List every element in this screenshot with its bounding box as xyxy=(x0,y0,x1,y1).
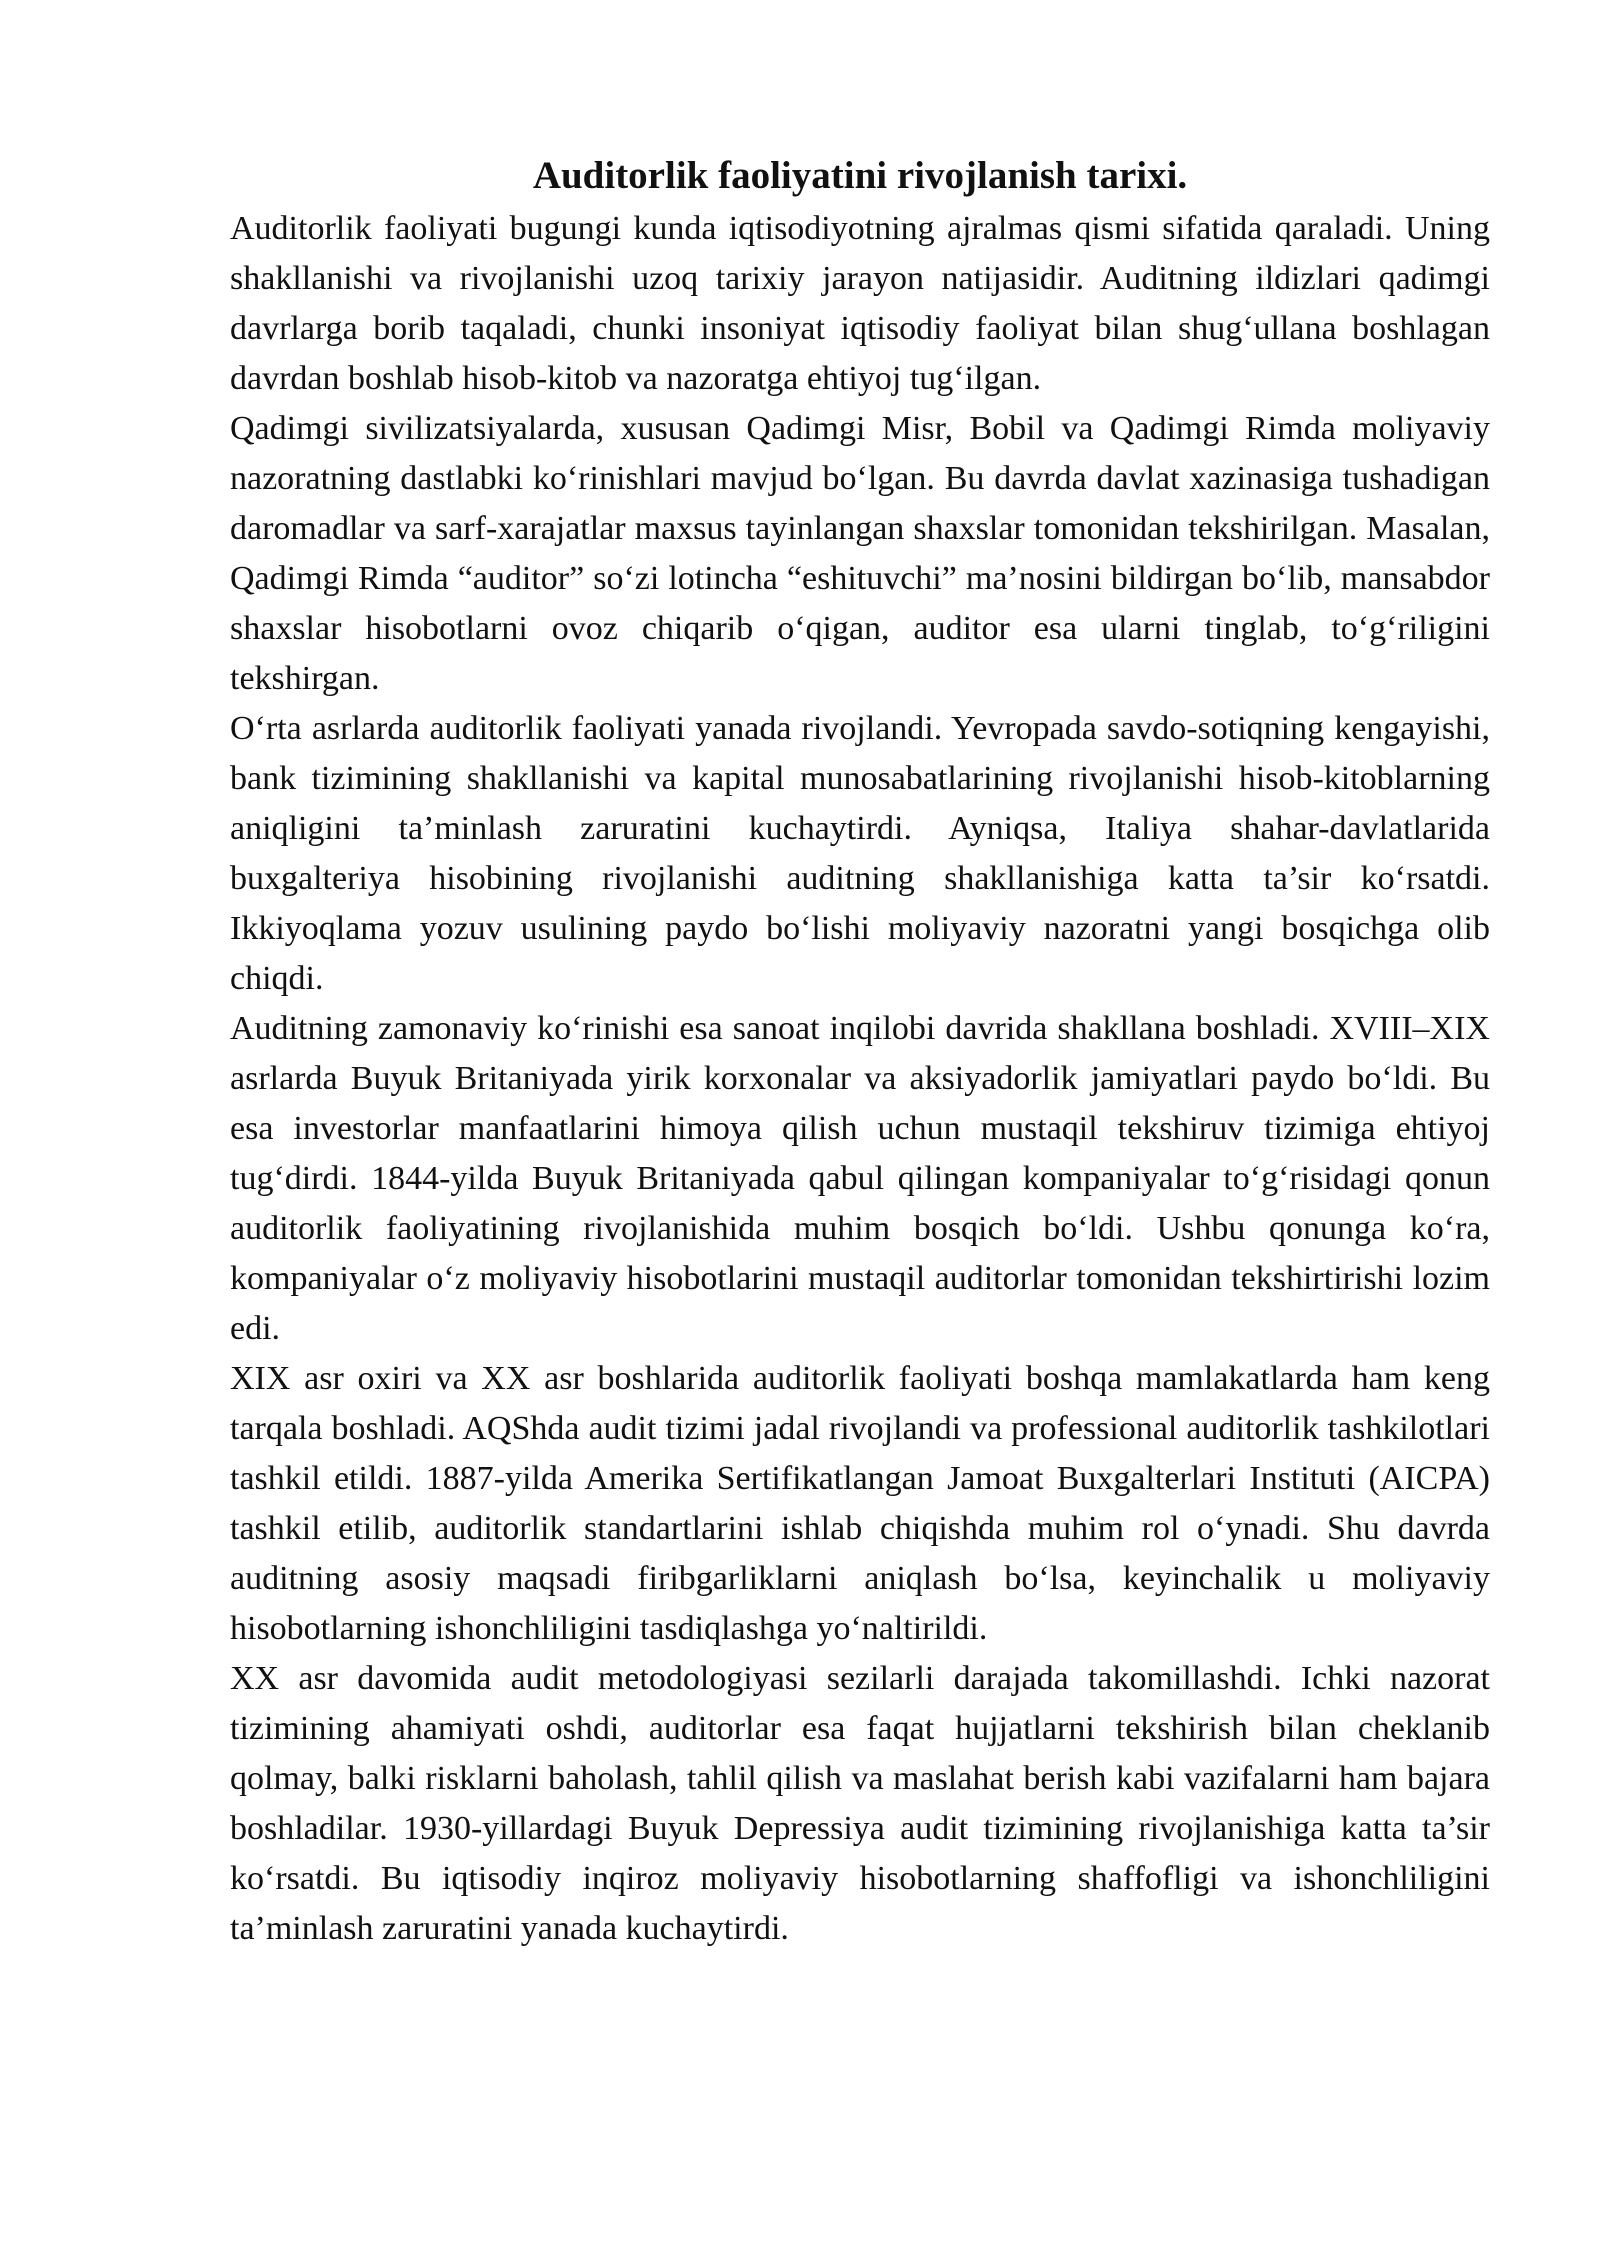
paragraph-2: Qadimgi sivilizatsiyalarda, xususan Qadimgi Misr, Bobil va Qadimgi Rimda moliyaviy nazoratning dastlabki ko‘rinishlari mavjud bo‘lgan. Bu davrda davlat xazinasiga tushadigan daromadlar va sarf-xarajatlar maxsus tayinlangan shaxslar tomonidan tekshirilgan. Masalan, Qadimgi Rimda “auditor” so‘zi lotincha “eshituvchi” ma’nosini bildirgan bo‘lib, mansabdor shaxslar hisobotlarni ovoz chiqarib o‘qigan, auditor esa ularni tinglab, to‘g‘riligini tekshirgan. xyxy=(230,410,1490,697)
paragraph-6: XX asr davomida audit metodologiyasi sezilarli darajada takomillashdi. Ichki nazorat tizimining ahamiyati oshdi, auditorlar esa faqat hujjatlarni tekshirish bilan cheklanib qolmay, balki risklarni baholash, tahlil qilish va maslahat berish kabi vazifalarni ham bajara boshladilar. 1930-yillardagi Buyuk Depressiya audit tizimining rivojlanishiga katta ta’sir ko‘rsatdi. Bu iqtisodiy inqiroz moliyaviy hisobotlarning shaffofligi va ishonchliligini ta’minlash zaruratini yanada kuchaytirdi. xyxy=(230,1660,1490,1947)
paragraph-3: O‘rta asrlarda auditorlik faoliyati yanada rivojlandi. Yevropada savdo-sotiqning kengayishi, bank tizimining shakllanishi va kapital munosabatlarining rivojlanishi hisob-kitoblarning aniqligini ta’minlash zaruratini kuchaytirdi. Ayniqsa, Italiya shahar-davlatlarida buxgalteriya hisobining rivojlanishi auditning shakllanishiga katta ta’sir ko‘rsatdi. Ikkiyoqlama yozuv usulining paydo bo‘lishi moliyaviy nazoratni yangi bosqichga olib chiqdi. xyxy=(230,710,1490,997)
document-title: Auditorlik faoliyatini rivojlanish tarixi. xyxy=(532,154,1188,197)
document-page xyxy=(230,148,1490,1954)
paragraph-1: Auditorlik faoliyati bugungi kunda iqtisodiyotning ajralmas qismi sifatida qaraladi. Uning shakllanishi va rivojlanishi uzoq tarixiy jarayon natijasidir. Auditning ildizlari qadimgi davrlarga borib taqaladi, chunki insoniyat iqtisodiy faoliyat bilan shug‘ullana boshlagan davrdan boshlab hisob-kitob va nazoratga ehtiyoj tug‘ilgan. xyxy=(230,210,1490,397)
paragraph-5: XIX asr oxiri va XX asr boshlarida auditorlik faoliyati boshqa mamlakatlarda ham keng tarqala boshladi. AQShda audit tizimi jadal rivojlandi va professional auditorlik tashkilotlari tashkil etildi. 1887-yilda Amerika Sertifikatlangan Jamoat Buxgalterlari Instituti (AICPA) tashkil etilib, auditorlik standartlarini ishlab chiqishda muhim rol o‘ynadi. Shu davrda auditning asosiy maqsadi firibgarliklarni aniqlash bo‘lsa, keyinchalik u moliyaviy hisobotlarning ishonchliligini tasdiqlashga yo‘naltirildi. xyxy=(230,1360,1490,1647)
paragraph-4: Auditning zamonaviy ko‘rinishi esa sanoat inqilobi davrida shakllana boshladi. XVIII–XIX asrlarda Buyuk Britaniyada yirik korxonalar va aksiyadorlik jamiyatlari paydo bo‘ldi. Bu esa investorlar manfaatlarini himoya qilish uchun mustaqil tekshiruv tizimiga ehtiyoj tug‘dirdi. 1844-yilda Buyuk Britaniyada qabul qilingan kompaniyalar to‘g‘risidagi qonun auditorlik faoliyatining rivojlanishida muhim bosqich bo‘ldi. Ushbu qonunga ko‘ra, kompaniyalar o‘z moliyaviy hisobotlarini mustaqil auditorlar tomonidan tekshirtirishi lozim edi. xyxy=(230,1010,1490,1347)
